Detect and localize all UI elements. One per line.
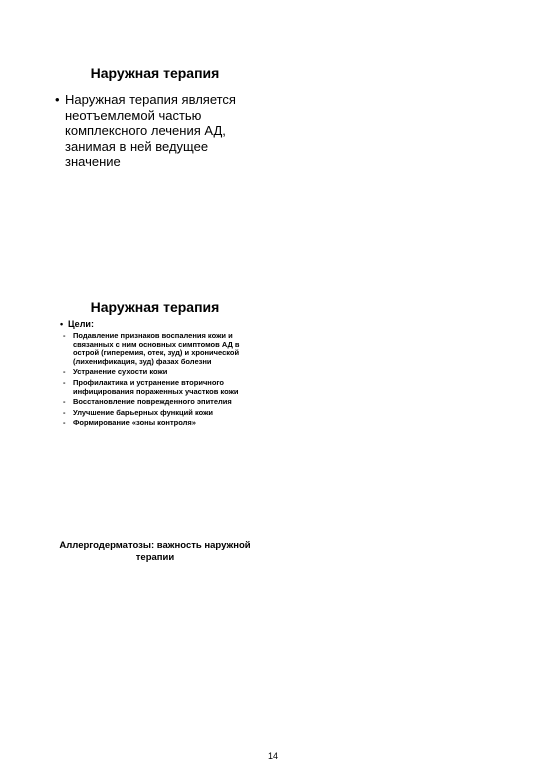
goal-item: - Устранение сухости кожи xyxy=(63,368,255,377)
slide-1 xyxy=(55,64,255,170)
goal-item: - Профилактика и устранение вторичного инфицирования пораженных участков кожи xyxy=(63,379,255,396)
goal-list xyxy=(55,332,255,428)
goal-item: - Подавление признаков воспаления кожи и связанных с ним основных симптомов АД в острой (гиперемия, отек, зуд) и хронической (лихенификация, зуд) фазах болезни xyxy=(63,332,255,366)
slide-1-bullet: • Наружная терапия является неотъемлемой частью комплексного лечения АД, занимая в ней ведущее значение xyxy=(55,92,255,170)
slide-2 xyxy=(55,298,255,430)
page-number: 14 xyxy=(267,751,278,761)
slide-3-title: Аллергодерматозы: важность наружной терапии xyxy=(59,540,251,563)
goal-item: - Формирование «зоны контроля» xyxy=(63,419,255,428)
slide-1-title: Наружная терапия xyxy=(90,65,220,81)
goal-item: - Улучшение барьерных функций кожи xyxy=(63,409,255,418)
slide-2-title: Наружная терапия xyxy=(90,299,220,315)
goal-item: - Восстановление поврежденного эпителия xyxy=(63,398,255,407)
goals-label: • Цели: xyxy=(55,319,255,330)
slide-3 xyxy=(55,540,255,563)
